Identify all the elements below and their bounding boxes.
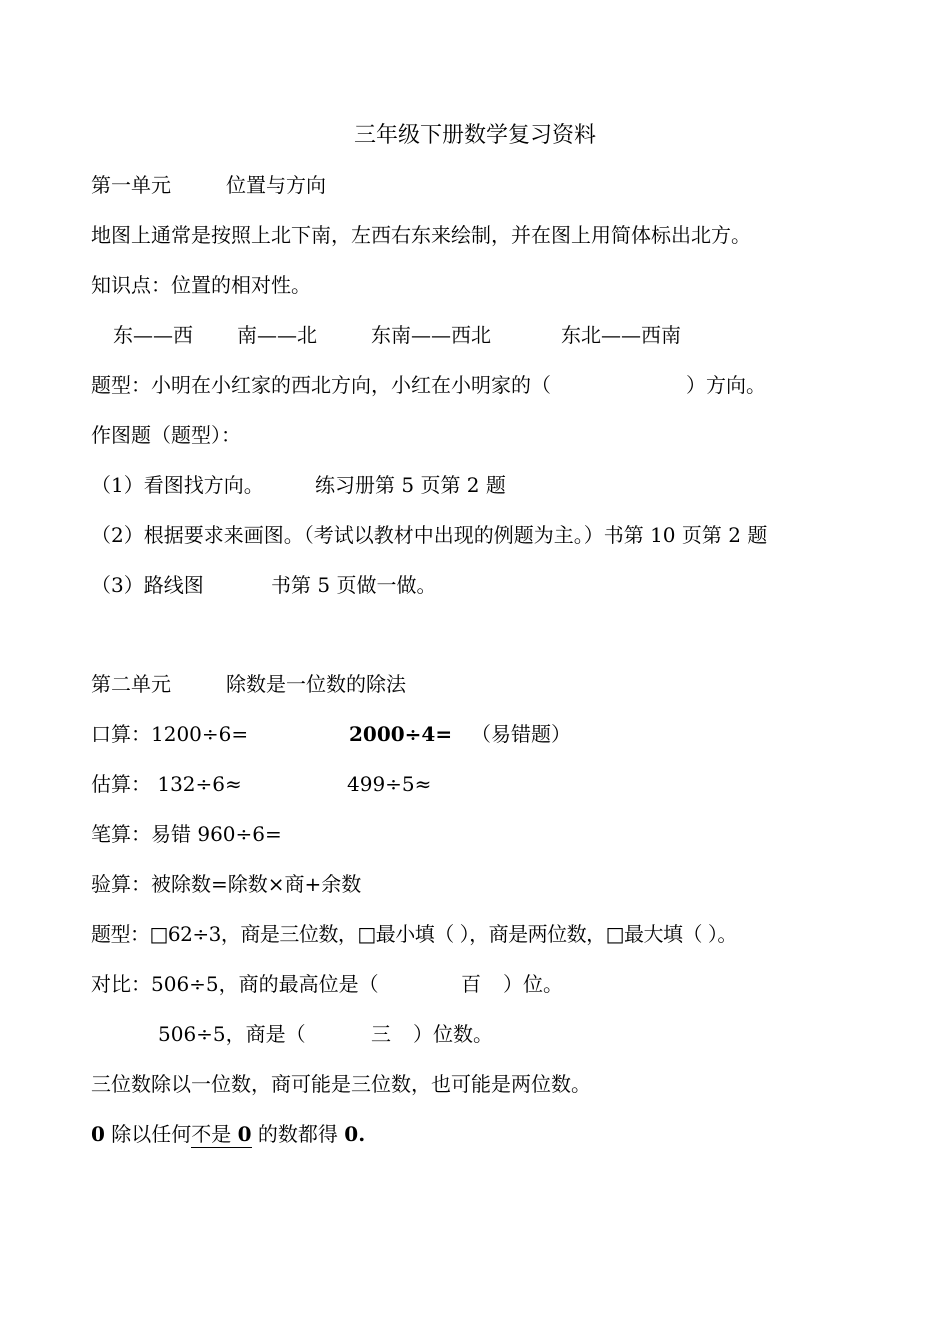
- zero-rule-text-2: 的数都得: [251, 1122, 345, 1146]
- unit2-compare-2-end: ）位数。: [413, 1022, 493, 1046]
- unit2-check: 验算：被除数=除数×商+余数: [91, 872, 362, 896]
- unit1-drawing-title: 作图题（题型）：: [91, 423, 241, 447]
- unit1-map-rule: 地图上通常是按照上北下南，左西右东来绘制，并在图上用简体标出北方。: [91, 223, 751, 247]
- unit2-zero-rule: [91, 1121, 365, 1147]
- page-title: 三年级下册数学复习资料: [353, 123, 596, 148]
- unit2-estimate-2: 499÷5≈: [347, 772, 432, 796]
- unit2-estimate-1: 估算： 132÷6≈: [91, 772, 242, 796]
- unit1-question-end: ）方向。: [686, 373, 766, 397]
- direction-pair-2: 南——北: [237, 323, 317, 347]
- zero-rule-zero-2: 0: [237, 1122, 252, 1146]
- unit1-item-3-text: （3）路线图: [91, 573, 204, 597]
- unit2-compare-1-text: 对比：506÷5，商的最高位是（: [91, 972, 379, 996]
- unit2-compare-2-text: 506÷5，商是（: [158, 1022, 306, 1046]
- direction-pair-1: 东——西: [113, 323, 193, 347]
- unit2-compare-1-end: ）位。: [503, 972, 563, 996]
- unit2-oral-note: （易错题）: [471, 722, 571, 746]
- unit1-item-3-ref: 书第 5 页做一做。: [271, 573, 437, 597]
- unit2-oral-2: 2000÷4=: [349, 722, 453, 746]
- unit1-item-1-ref: 练习册第 5 页第 2 题: [315, 473, 506, 497]
- unit1-heading-topic: 位置与方向: [226, 173, 326, 197]
- unit2-compare-1-answer: 百: [461, 972, 481, 996]
- unit2-heading-number: 第二单元: [91, 672, 171, 696]
- unit2-compare-2-answer: 三: [371, 1022, 391, 1046]
- zero-rule-text-1: 除以任何: [104, 1122, 192, 1146]
- zero-rule-underlined: [191, 1122, 251, 1148]
- unit2-three-digit-rule: 三位数除以一位数，商可能是三位数，也可能是两位数。: [91, 1072, 591, 1096]
- unit1-question-text: 题型：小明在小红家的西北方向，小红在小明家的（: [91, 373, 551, 397]
- unit1-item-2: （2）根据要求来画图。（考试以教材中出现的例题为主。）书第 10 页第 2 题: [91, 523, 768, 547]
- unit2-heading-topic: 除数是一位数的除法: [226, 672, 406, 696]
- zero-rule-zero-1: 0: [91, 1122, 105, 1146]
- zero-rule-zero-3: 0.: [344, 1122, 366, 1146]
- unit2-oral-1: 口算：1200÷6=: [91, 722, 249, 746]
- unit1-knowledge-point: 知识点：位置的相对性。: [91, 273, 311, 297]
- unit1-item-1-text: （1）看图找方向。: [91, 473, 264, 497]
- unit2-type-question: 题型：□62÷3，商是三位数，□最小填（ ），商是两位数，□最大填（ ）。: [91, 922, 737, 946]
- zero-rule-not: 不是: [191, 1122, 238, 1146]
- direction-pair-3: 东南——西北: [371, 323, 491, 347]
- unit2-written: 笔算：易错 960÷6=: [91, 822, 282, 846]
- direction-pair-4: 东北——西南: [561, 323, 681, 347]
- unit1-heading-number: 第一单元: [91, 173, 171, 197]
